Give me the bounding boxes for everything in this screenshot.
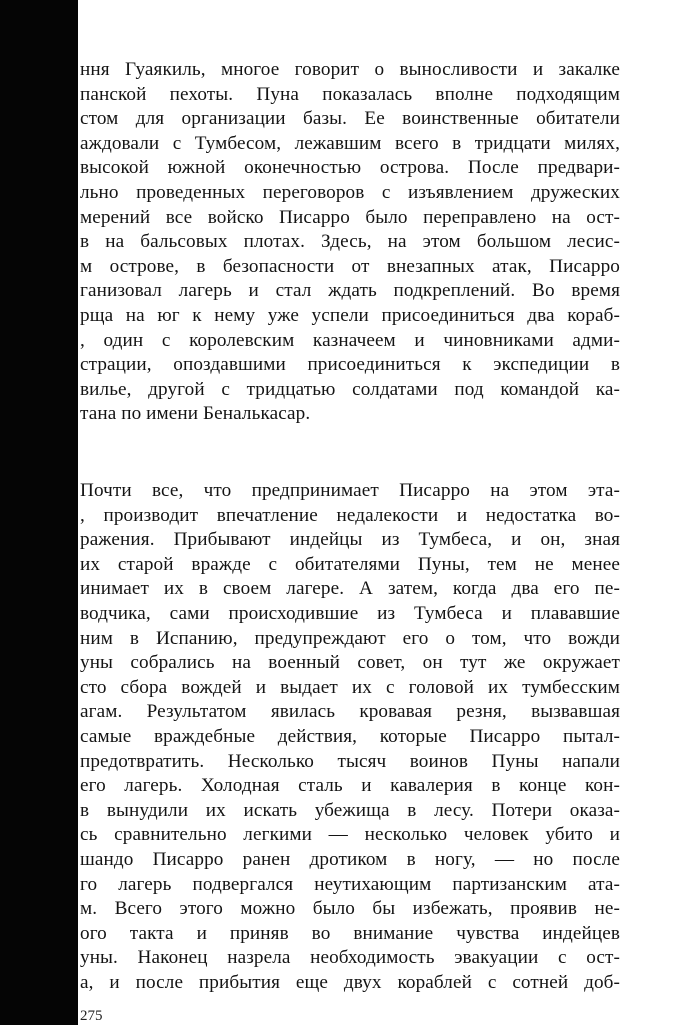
text-line: ння Гуаякиль, многое говорит о выносливости и закалке: [80, 59, 620, 80]
paragraph-1: [80, 58, 620, 427]
text-line: панской пехоты. Пуна показалась вполне подходящим: [80, 83, 620, 105]
text-line: высокой южной оконечностью острова. После предвари-: [80, 157, 620, 179]
text-line: , производит впечатление недалекости и недостатка во-: [80, 504, 620, 526]
text-line: страции, опоздавшими присоединиться к экспедиции в: [80, 354, 620, 376]
text-line: ражения. Прибывают индейцы из Тумбеса, и он, зная: [80, 529, 620, 551]
text-line: водчика, сами происходившие из Тумбеса и плававшие: [80, 602, 620, 624]
paragraph-2: [80, 479, 620, 995]
text-line: его лагерь. Холодная сталь и кавалерия в конце кон-: [80, 775, 620, 797]
text-line: уны собрались на военный совет, он тут же окружает: [80, 652, 620, 674]
text-line: аждовали с Тумбесом, лежавшим всего в тридцати милях,: [80, 132, 620, 154]
text-line: инимает их в своем лагере. А затем, когда два его пе-: [80, 578, 620, 600]
text-line: мерений все войско Писарро было переправлено на ост-: [80, 206, 620, 228]
text-line: ого такта и приняв во внимание чувства индейцев: [80, 922, 620, 944]
text-line: ганизовал лагерь и стал ждать подкреплений. Во время: [80, 280, 620, 302]
text-line: м острове, в безопасности от внезапных атак, Писарро: [80, 255, 620, 277]
text-line: го лагерь подвергался неутихающим партизанским ата-: [80, 873, 620, 895]
text-line: м. Всего этого можно было бы избежать, проявив не-: [80, 898, 620, 920]
text-line: тана по имени Беналькасар.: [80, 403, 311, 425]
scan-black-margin: [0, 0, 78, 1025]
text-line: шандо Писарро ранен дротиком в ногу, — но после: [80, 848, 620, 870]
text-line: в вынудили их искать убежища в лесу. Потери оказа-: [80, 799, 620, 821]
text-line: Почти все, что предпринимает Писарро на этом эта-: [80, 480, 620, 501]
text-line: рща на юг к нему уже успели присоединиться два кораб-: [80, 304, 620, 326]
text-line: сто сбора вождей и выдает их с головой их тумбесским: [80, 676, 620, 698]
text-line: ним в Испанию, предупреждают его о том, что вожди: [80, 627, 620, 649]
text-line: сь сравнительно легкими — несколько человек убито и: [80, 824, 620, 846]
page-number: 275: [80, 1008, 103, 1024]
text-line: их старой вражде с обитателями Пуны, тем не менее: [80, 553, 620, 575]
text-line: самые враждебные действия, которые Писарро пытал-: [80, 725, 620, 747]
text-line: предотвратить. Несколько тысяч воинов Пуны напали: [80, 750, 620, 772]
text-line: а, и после прибытия еще двух кораблей с сотней доб-: [80, 971, 620, 993]
text-line: в на бальсовых плотах. Здесь, на этом большом лесис-: [80, 231, 620, 253]
text-line: уны. Наконец назрела необходимость эвакуации с ост-: [80, 947, 620, 969]
text-line: , один с королевским казначеем и чиновниками адми-: [80, 329, 620, 351]
text-line: агам. Результатом явилась кровавая резня, вызвавшая: [80, 701, 620, 723]
text-line: стом для организации базы. Ее воинственные обитатели: [80, 108, 620, 130]
text-line: льно проведенных переговоров с изъявлением дружеских: [80, 181, 620, 203]
text-line: вилье, другой с тридцатью солдатами под командой ка-: [80, 378, 620, 400]
